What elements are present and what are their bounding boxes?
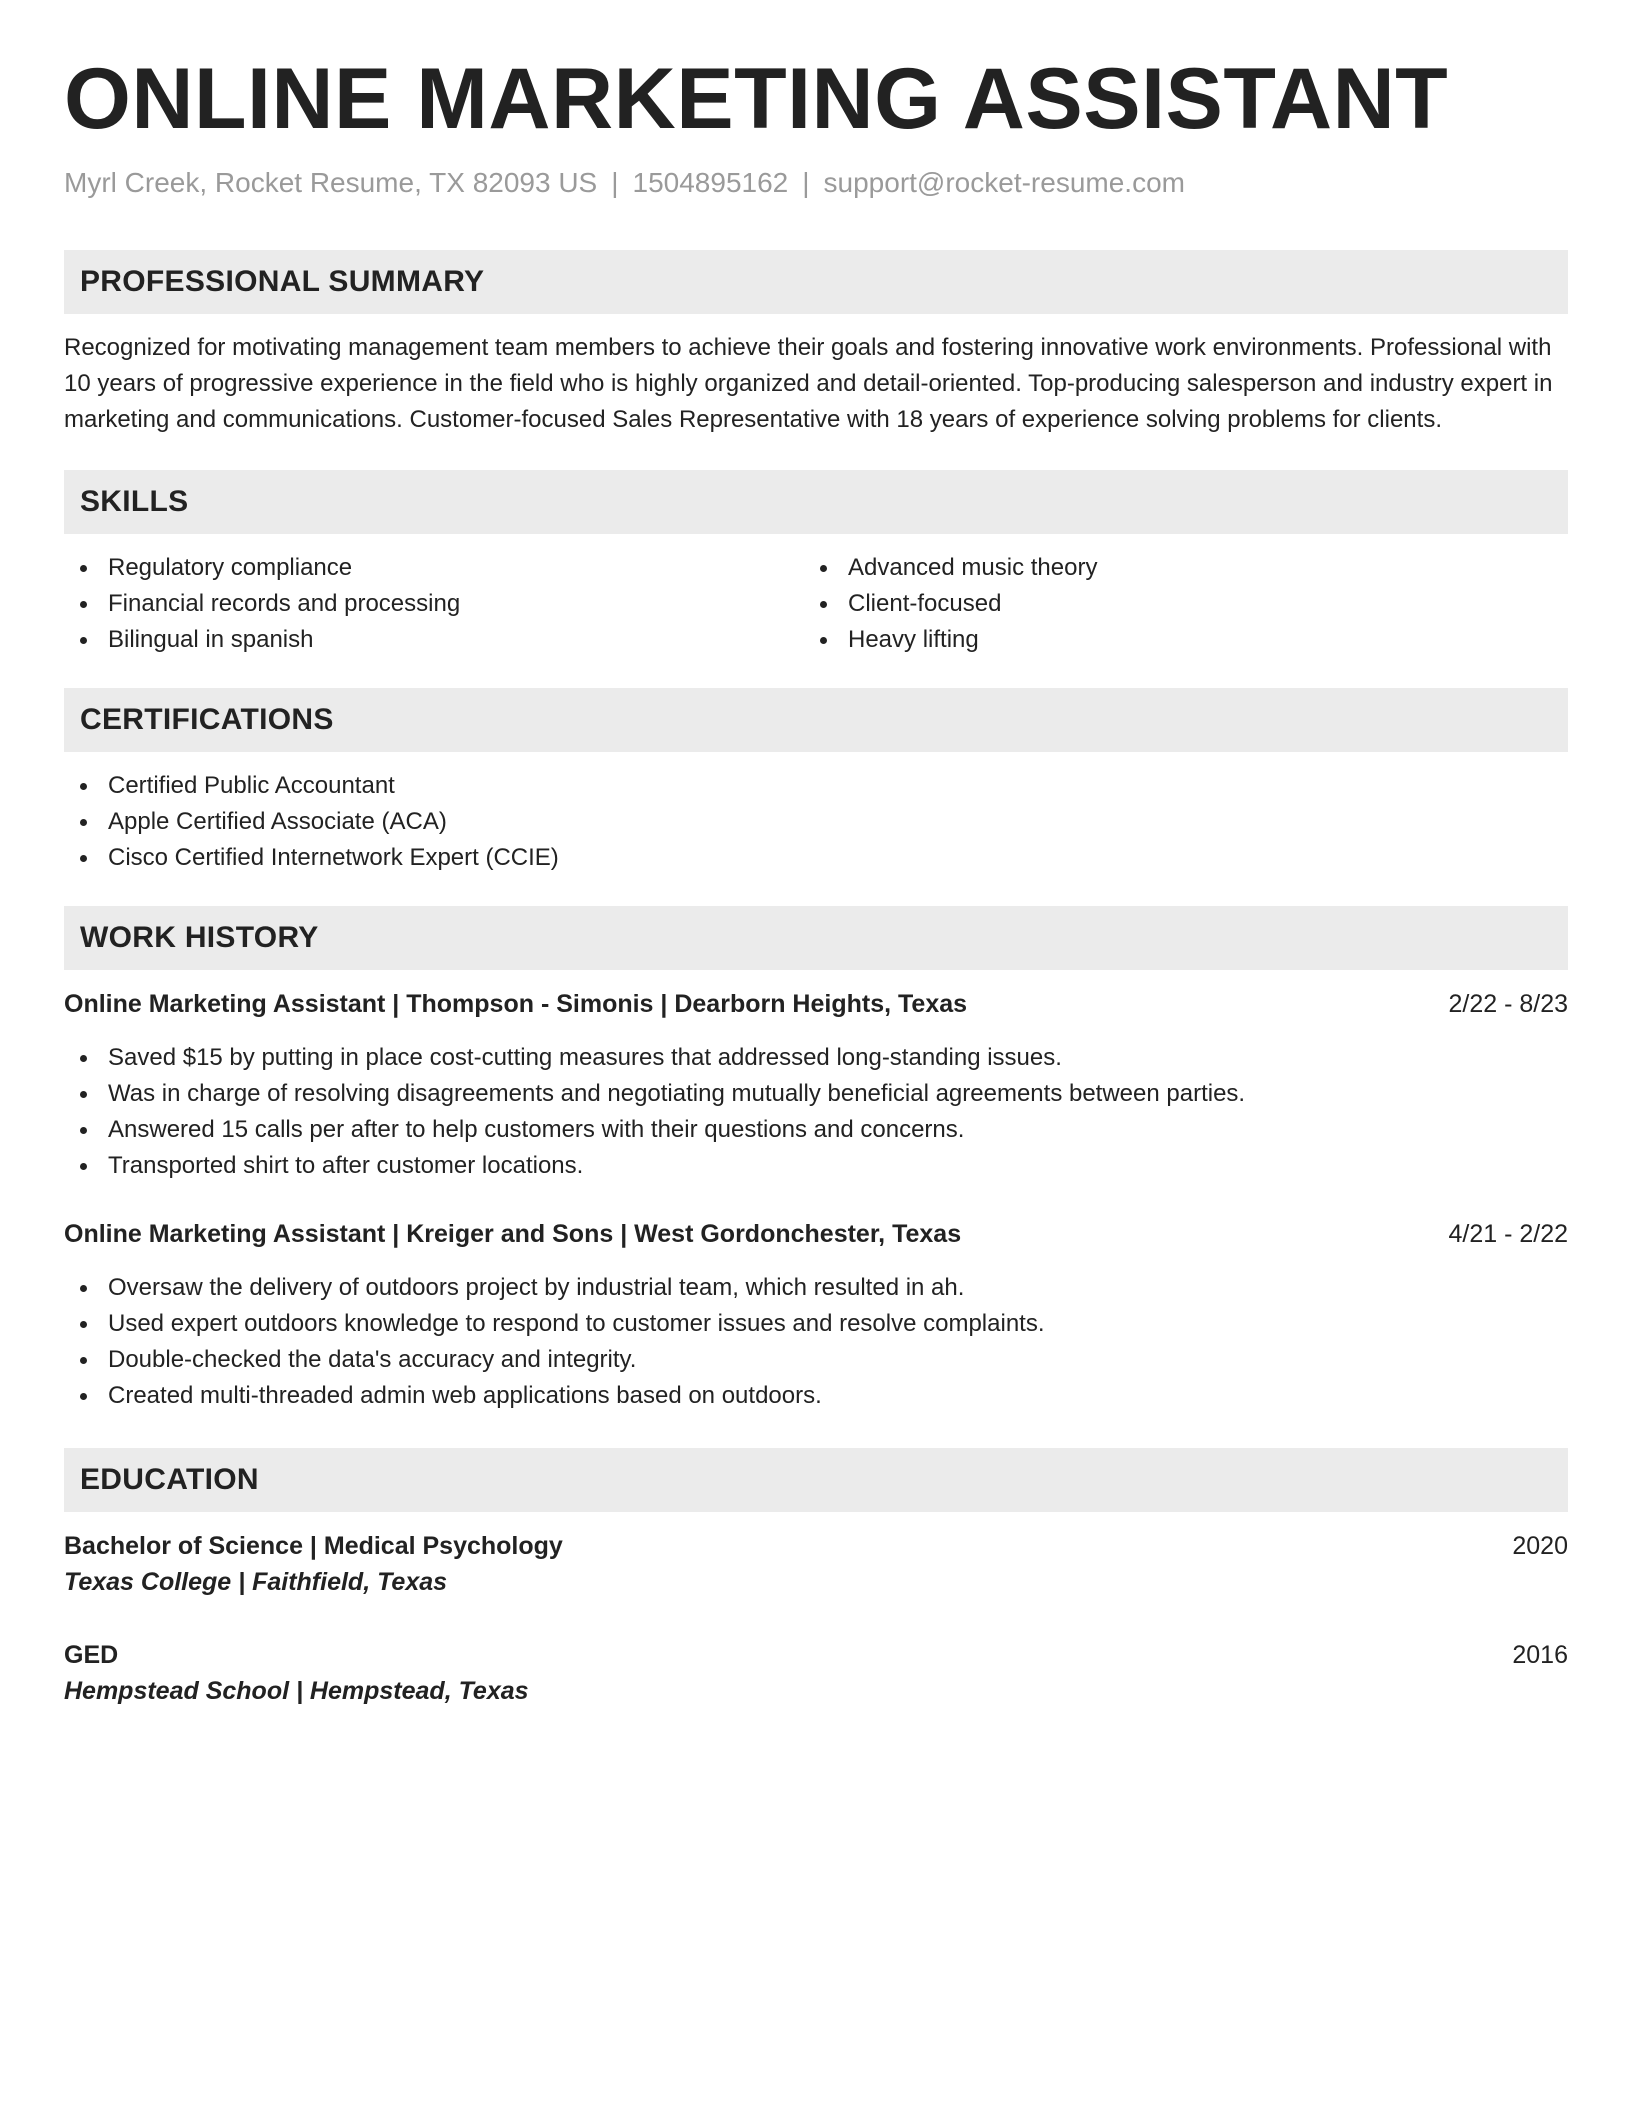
certifications-heading: CERTIFICATIONS — [64, 688, 1568, 752]
job-bullet: Double-checked the data's accuracy and integrity. — [64, 1342, 1568, 1378]
education-row — [64, 1637, 1568, 1673]
job-bullets — [64, 1270, 1568, 1414]
summary-text: Recognized for motivating management team members to achieve their goals and fostering innovative work environments. Professional with 10 years of progressive experience in the field who is highly organized and detail-oriented. Top-producing salesperson and industry expert in marketing and communications. Customer-focused Sales Representative with 18 years of experience solving problems for clients. — [64, 333, 1553, 433]
job-bullet: Saved $15 by putting in place cost-cutting measures that addressed long-standing issues. — [64, 1040, 1568, 1076]
job-title: Online Marketing Assistant | Thompson - Simonis | Dearborn Heights, Texas — [64, 989, 968, 1018]
skill-item: Regulatory compliance — [64, 550, 804, 586]
job-dates: 2/22 - 8/23 — [1448, 989, 1568, 1018]
contact-line — [64, 166, 1568, 200]
education-school: Texas College | Faithfield, Texas — [64, 1567, 448, 1596]
skills-column-right — [804, 550, 1544, 658]
education-row — [64, 1528, 1568, 1564]
skills-heading: SKILLS — [64, 470, 1568, 534]
skills-column-left — [64, 550, 804, 658]
candidate-name: ONLINE MARKETING ASSISTANT — [64, 51, 1449, 147]
job-title-row — [64, 986, 1568, 1022]
certification-item: Certified Public Accountant — [64, 768, 1568, 804]
job-entry — [64, 1216, 1568, 1414]
skill-item: Heavy lifting — [804, 622, 1544, 658]
job-bullet: Was in charge of resolving disagreements and negotiating mutually beneficial agreements between parties. — [64, 1076, 1568, 1112]
skill-item: Client-focused — [804, 586, 1544, 622]
certification-item: Cisco Certified Internetwork Expert (CCIE) — [64, 840, 1568, 876]
education-school: Hempstead School | Hempstead, Texas — [64, 1676, 529, 1705]
education-entry — [64, 1637, 1568, 1709]
job-bullet: Created multi-threaded admin web applications based on outdoors. — [64, 1378, 1568, 1414]
contact-separator: | — [802, 167, 810, 198]
job-bullet: Answered 15 calls per after to help customers with their questions and concerns. — [64, 1112, 1568, 1148]
job-bullet: Transported shirt to after customer locations. — [64, 1148, 1568, 1184]
job-dates: 4/21 - 2/22 — [1448, 1219, 1568, 1248]
skill-item: Bilingual in spanish — [64, 622, 804, 658]
contact-phone: 1504895162 — [632, 167, 789, 198]
skill-item: Financial records and processing — [64, 586, 804, 622]
work-history-heading: WORK HISTORY — [64, 906, 1568, 970]
job-entry — [64, 986, 1568, 1184]
contact-email: support@rocket-resume.com — [823, 167, 1185, 198]
education-year: 2016 — [1512, 1640, 1568, 1669]
education-entry — [64, 1528, 1568, 1600]
education-degree: GED — [64, 1640, 119, 1669]
job-title: Online Marketing Assistant | Kreiger and Sons | West Gordonchester, Texas — [64, 1219, 962, 1248]
summary-heading: PROFESSIONAL SUMMARY — [64, 250, 1568, 314]
skill-item: Advanced music theory — [804, 550, 1544, 586]
job-bullets — [64, 1040, 1568, 1184]
contact-separator: | — [611, 167, 619, 198]
education-degree: Bachelor of Science | Medical Psychology — [64, 1531, 563, 1560]
job-title-row — [64, 1216, 1568, 1252]
certifications-list — [64, 768, 1568, 876]
job-bullet: Used expert outdoors knowledge to respond to customer issues and resolve complaints. — [64, 1306, 1568, 1342]
certification-item: Apple Certified Associate (ACA) — [64, 804, 1568, 840]
skills-list — [64, 550, 1568, 658]
education-heading: EDUCATION — [64, 1448, 1568, 1512]
job-bullet: Oversaw the delivery of outdoors project by industrial team, which resulted in ah. — [64, 1270, 1568, 1306]
contact-address: Myrl Creek, Rocket Resume, TX 82093 US — [64, 167, 598, 198]
education-year: 2020 — [1512, 1531, 1568, 1560]
